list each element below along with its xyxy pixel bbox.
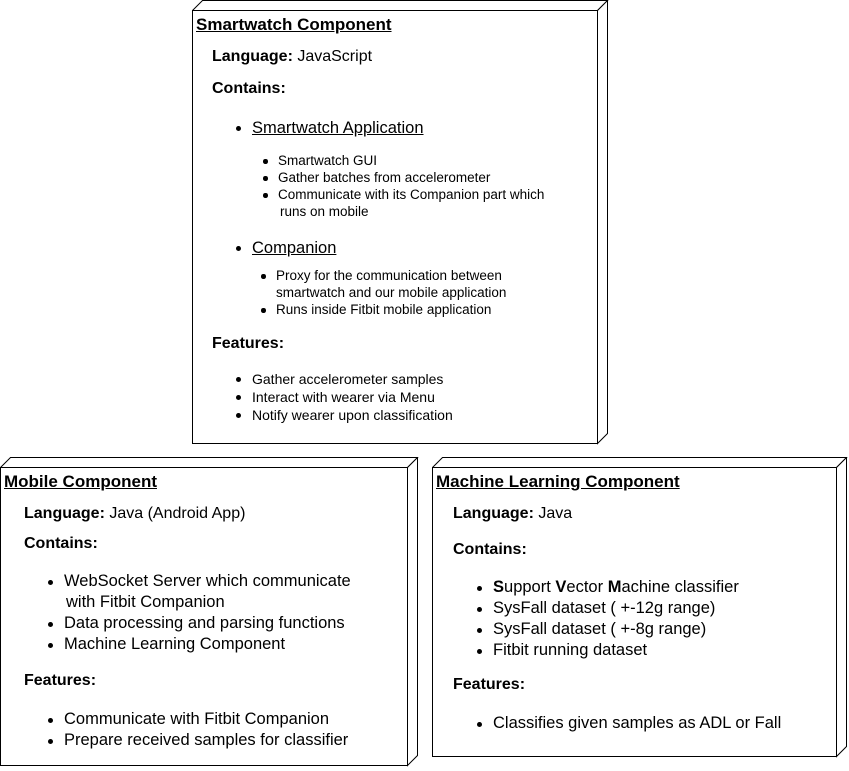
ml-language — [453, 504, 572, 524]
list-item-line: with Fitbit Companion — [66, 593, 225, 611]
mobile-features-list — [24, 709, 348, 751]
language-value: Java — [533, 505, 573, 522]
list-item: Notify wearer upon classification — [232, 406, 453, 424]
svm-text: upport — [504, 578, 556, 596]
list-item: Communicate with Fitbit Companion — [24, 709, 348, 730]
list-item: Gather accelerometer samples — [232, 370, 453, 388]
language-value: Java (Android App) — [104, 505, 246, 522]
mobile-contains-list — [24, 571, 351, 655]
language-label: Language: — [212, 48, 293, 65]
list-item: Machine Learning Component — [24, 634, 351, 655]
smartwatch-title: Smartwatch Component — [196, 15, 392, 34]
language-label: Language: — [24, 505, 105, 522]
list-item: SysFall dataset ( +-12g range) — [453, 598, 739, 619]
ml-contains-heading: Contains: — [453, 541, 527, 558]
mobile-language — [24, 504, 245, 524]
language-value: JavaScript — [292, 48, 373, 65]
list-item: Data processing and parsing functions — [24, 613, 351, 634]
mobile-component-node — [0, 457, 420, 769]
smartwatch-features-list — [232, 370, 453, 424]
mobile-title: Mobile Component — [4, 472, 157, 491]
svm-text: ector — [566, 578, 608, 596]
list-item: Fitbit running dataset — [453, 640, 739, 661]
svm-initial-v: V — [555, 578, 567, 596]
svm-initial-m: M — [607, 578, 622, 596]
list-item-line: WebSocket Server which communicate — [64, 572, 351, 590]
companion-list — [256, 267, 506, 318]
list-item-line: runs on mobile — [280, 204, 369, 219]
svm-text: achine classifier — [621, 578, 739, 596]
list-item: Gather batches from accelerometer — [258, 169, 544, 186]
ml-title: Machine Learning Component — [436, 472, 680, 491]
list-item: Smartwatch GUI — [258, 152, 544, 169]
smartwatch-component-node — [192, 0, 610, 446]
list-item: Interact with wearer via Menu — [232, 388, 453, 406]
list-item-svm — [453, 577, 739, 598]
list-item: Prepare received samples for classifier — [24, 730, 348, 751]
smartwatch-features-heading: Features: — [212, 335, 285, 352]
mobile-features-heading: Features: — [24, 672, 97, 689]
list-item — [256, 267, 506, 301]
list-item-line: Communicate with its Companion part which — [278, 187, 545, 202]
ml-features-heading: Features: — [453, 676, 526, 693]
smartwatch-contains-heading: Contains: — [212, 80, 286, 97]
smartwatch-language — [212, 47, 372, 67]
ml-component-node — [432, 457, 849, 763]
ml-features-list — [453, 713, 781, 734]
ml-contains-list — [453, 577, 739, 661]
list-item — [24, 571, 351, 613]
smartwatch-application-list — [258, 152, 544, 220]
list-item: Classifies given samples as ADL or Fall — [453, 713, 781, 734]
list-item: Runs inside Fitbit mobile application — [256, 301, 506, 318]
list-item — [258, 186, 544, 220]
mobile-contains-heading: Contains: — [24, 535, 98, 552]
list-item-line: smartwatch and our mobile application — [276, 285, 507, 300]
list-item-line: Proxy for the communication between — [276, 268, 502, 283]
language-label: Language: — [453, 505, 534, 522]
svm-initial-s: S — [493, 578, 505, 596]
smartwatch-application-name: Smartwatch Application — [232, 118, 424, 138]
list-item: SysFall dataset ( +-8g range) — [453, 619, 739, 640]
companion-name: Companion — [232, 238, 336, 258]
